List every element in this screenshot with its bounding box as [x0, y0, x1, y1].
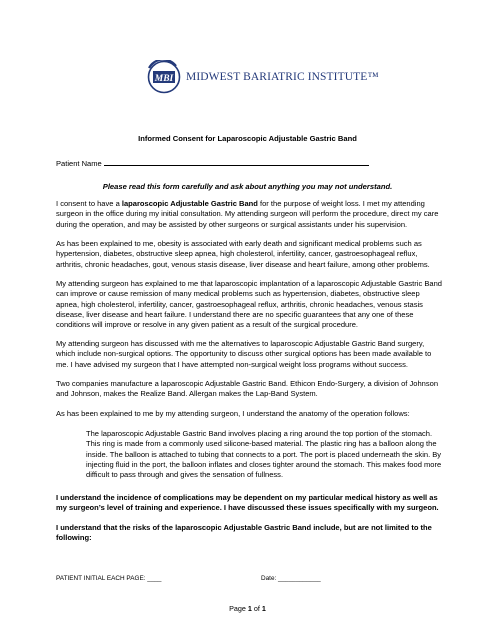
date-label: Date: ____________: [261, 575, 321, 582]
paragraph-alternatives: My attending surgeon has discussed with me the alternatives to laparoscopic Adjustable Gastric Band surgery, which include non-surgical options. The opportunity to discuss other surgical options has been made available to me. I have advised my surgeon that I have attempted non-surgical weight loss programs without success.: [56, 339, 432, 369]
paragraph-consent: [56, 199, 442, 230]
patient-name-field[interactable]: [104, 165, 369, 166]
paragraph-benefits: My attending surgeon has explained to me that laparoscopic implantation of a laparoscopic Adjustable Gastric Band can improve or cause remission of many medical problems such as hypertension, diabetes, obstructive sleep apnea, high cholesterol, infertility, cancer, gastroesophageal reflux, arthritis, chronic headaches, venous stasis disease, liver disease and heart failure. I understand there are no specific guarantees that any one of these conditions will improve or resolve in any given patient as a result of the surgical procedure.: [56, 279, 442, 330]
total-pages: 1: [261, 604, 266, 613]
patient-initial-label: PATIENT INITIAL EACH PAGE: ____: [56, 575, 162, 582]
page-of-text: of: [251, 604, 262, 613]
patient-name-label: Patient Name: [56, 159, 102, 168]
consent-procedure-name: laparoscopic Adjustable Gastric Band: [121, 199, 258, 208]
current-page: 1: [247, 604, 252, 613]
paragraph-complications: I understand the incidence of complications may be dependent on my particular medical history as well as my surgeon’s level of training and experience. I have discussed these issues specifically with my surgeon.: [56, 493, 439, 513]
paragraph-obesity-risks: As has been explained to me, obesity is associated with early death and significant medical problems such as hypertension, diabetes, obstructive sleep apnea, high cholesterol, infertility, cancer, gastroesophageal reflux, arthritis, chronic headaches, gout, venous stasis disease, liver disease and heart failure, among other problems.: [56, 239, 430, 269]
paragraph-anatomy-detail: The laparoscopic Adjustable Gastric Band involves placing a ring around the top portion of the stomach. This ring is made from a commonly used silicone-based material. The plastic ring has a balloon along the inside. The balloon is attached to tubing that connects to a port. The port is placed underneath the skin. By injecting fluid in the port, the balloon inflates and closes tighter around the stomach. This makes food more difficult to pass through and gives the sensation of fullness.: [86, 429, 442, 480]
org-name: MIDWEST BARIATRIC INSTITUTE™: [186, 71, 379, 83]
page-text: Page: [229, 604, 248, 613]
document-title: Informed Consent for Laparoscopic Adjustable Gastric Band: [138, 134, 357, 143]
patient-name-row: [56, 159, 442, 169]
mbi-logo-icon: [146, 60, 182, 94]
consent-text-end: for the purpose of weight loss. I met my attending surgeon in the office during my initial consultation. My attending surgeon will perform the procedure, direct my care during the operation, and may be assisted by other surgeons or surgical assistants under his supervision.: [56, 199, 439, 229]
read-carefully-notice: Please read this form carefully and ask about anything you may not understand.: [102, 182, 393, 191]
page-number: [0, 604, 495, 613]
logo-letters: MBI: [154, 74, 174, 84]
consent-text-start: I consent to have a: [56, 199, 122, 208]
paragraph-risks-intro: I understand that the risks of the laparoscopic Adjustable Gastric Band include, but are not limited to the following:: [56, 523, 432, 543]
paragraph-manufacturers: Two companies manufacture a laparoscopic Adjustable Gastric Band. Ethicon Endo-Surgery, a division of Johnson and Johnson, makes the Realize Band. Allergan makes the Lap-Band System.: [56, 379, 439, 399]
paragraph-anatomy-intro: As has been explained to me by my attending surgeon, I understand the anatomy of the operation follows:: [56, 409, 410, 418]
header-logo: [146, 60, 379, 94]
